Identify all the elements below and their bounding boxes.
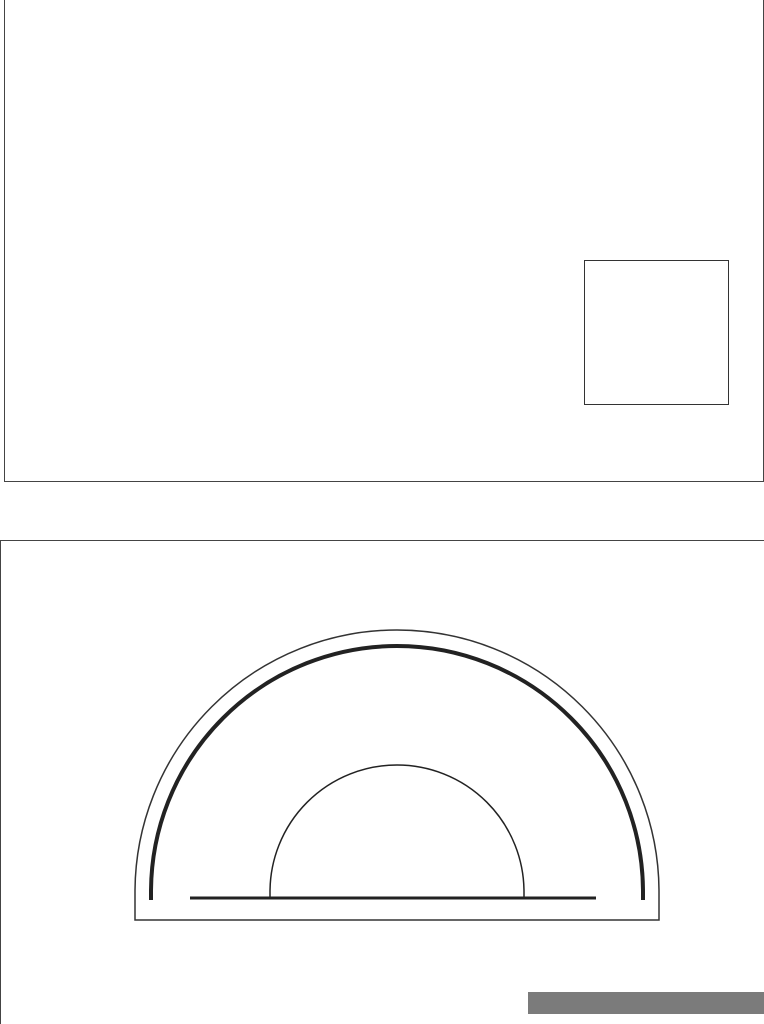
protractor bbox=[135, 630, 659, 920]
protractor-outer-outline bbox=[135, 630, 659, 920]
watermark-id-bar bbox=[528, 992, 764, 1014]
protractor-inner-arc bbox=[270, 765, 524, 897]
protractor-scale-arc bbox=[151, 646, 643, 900]
